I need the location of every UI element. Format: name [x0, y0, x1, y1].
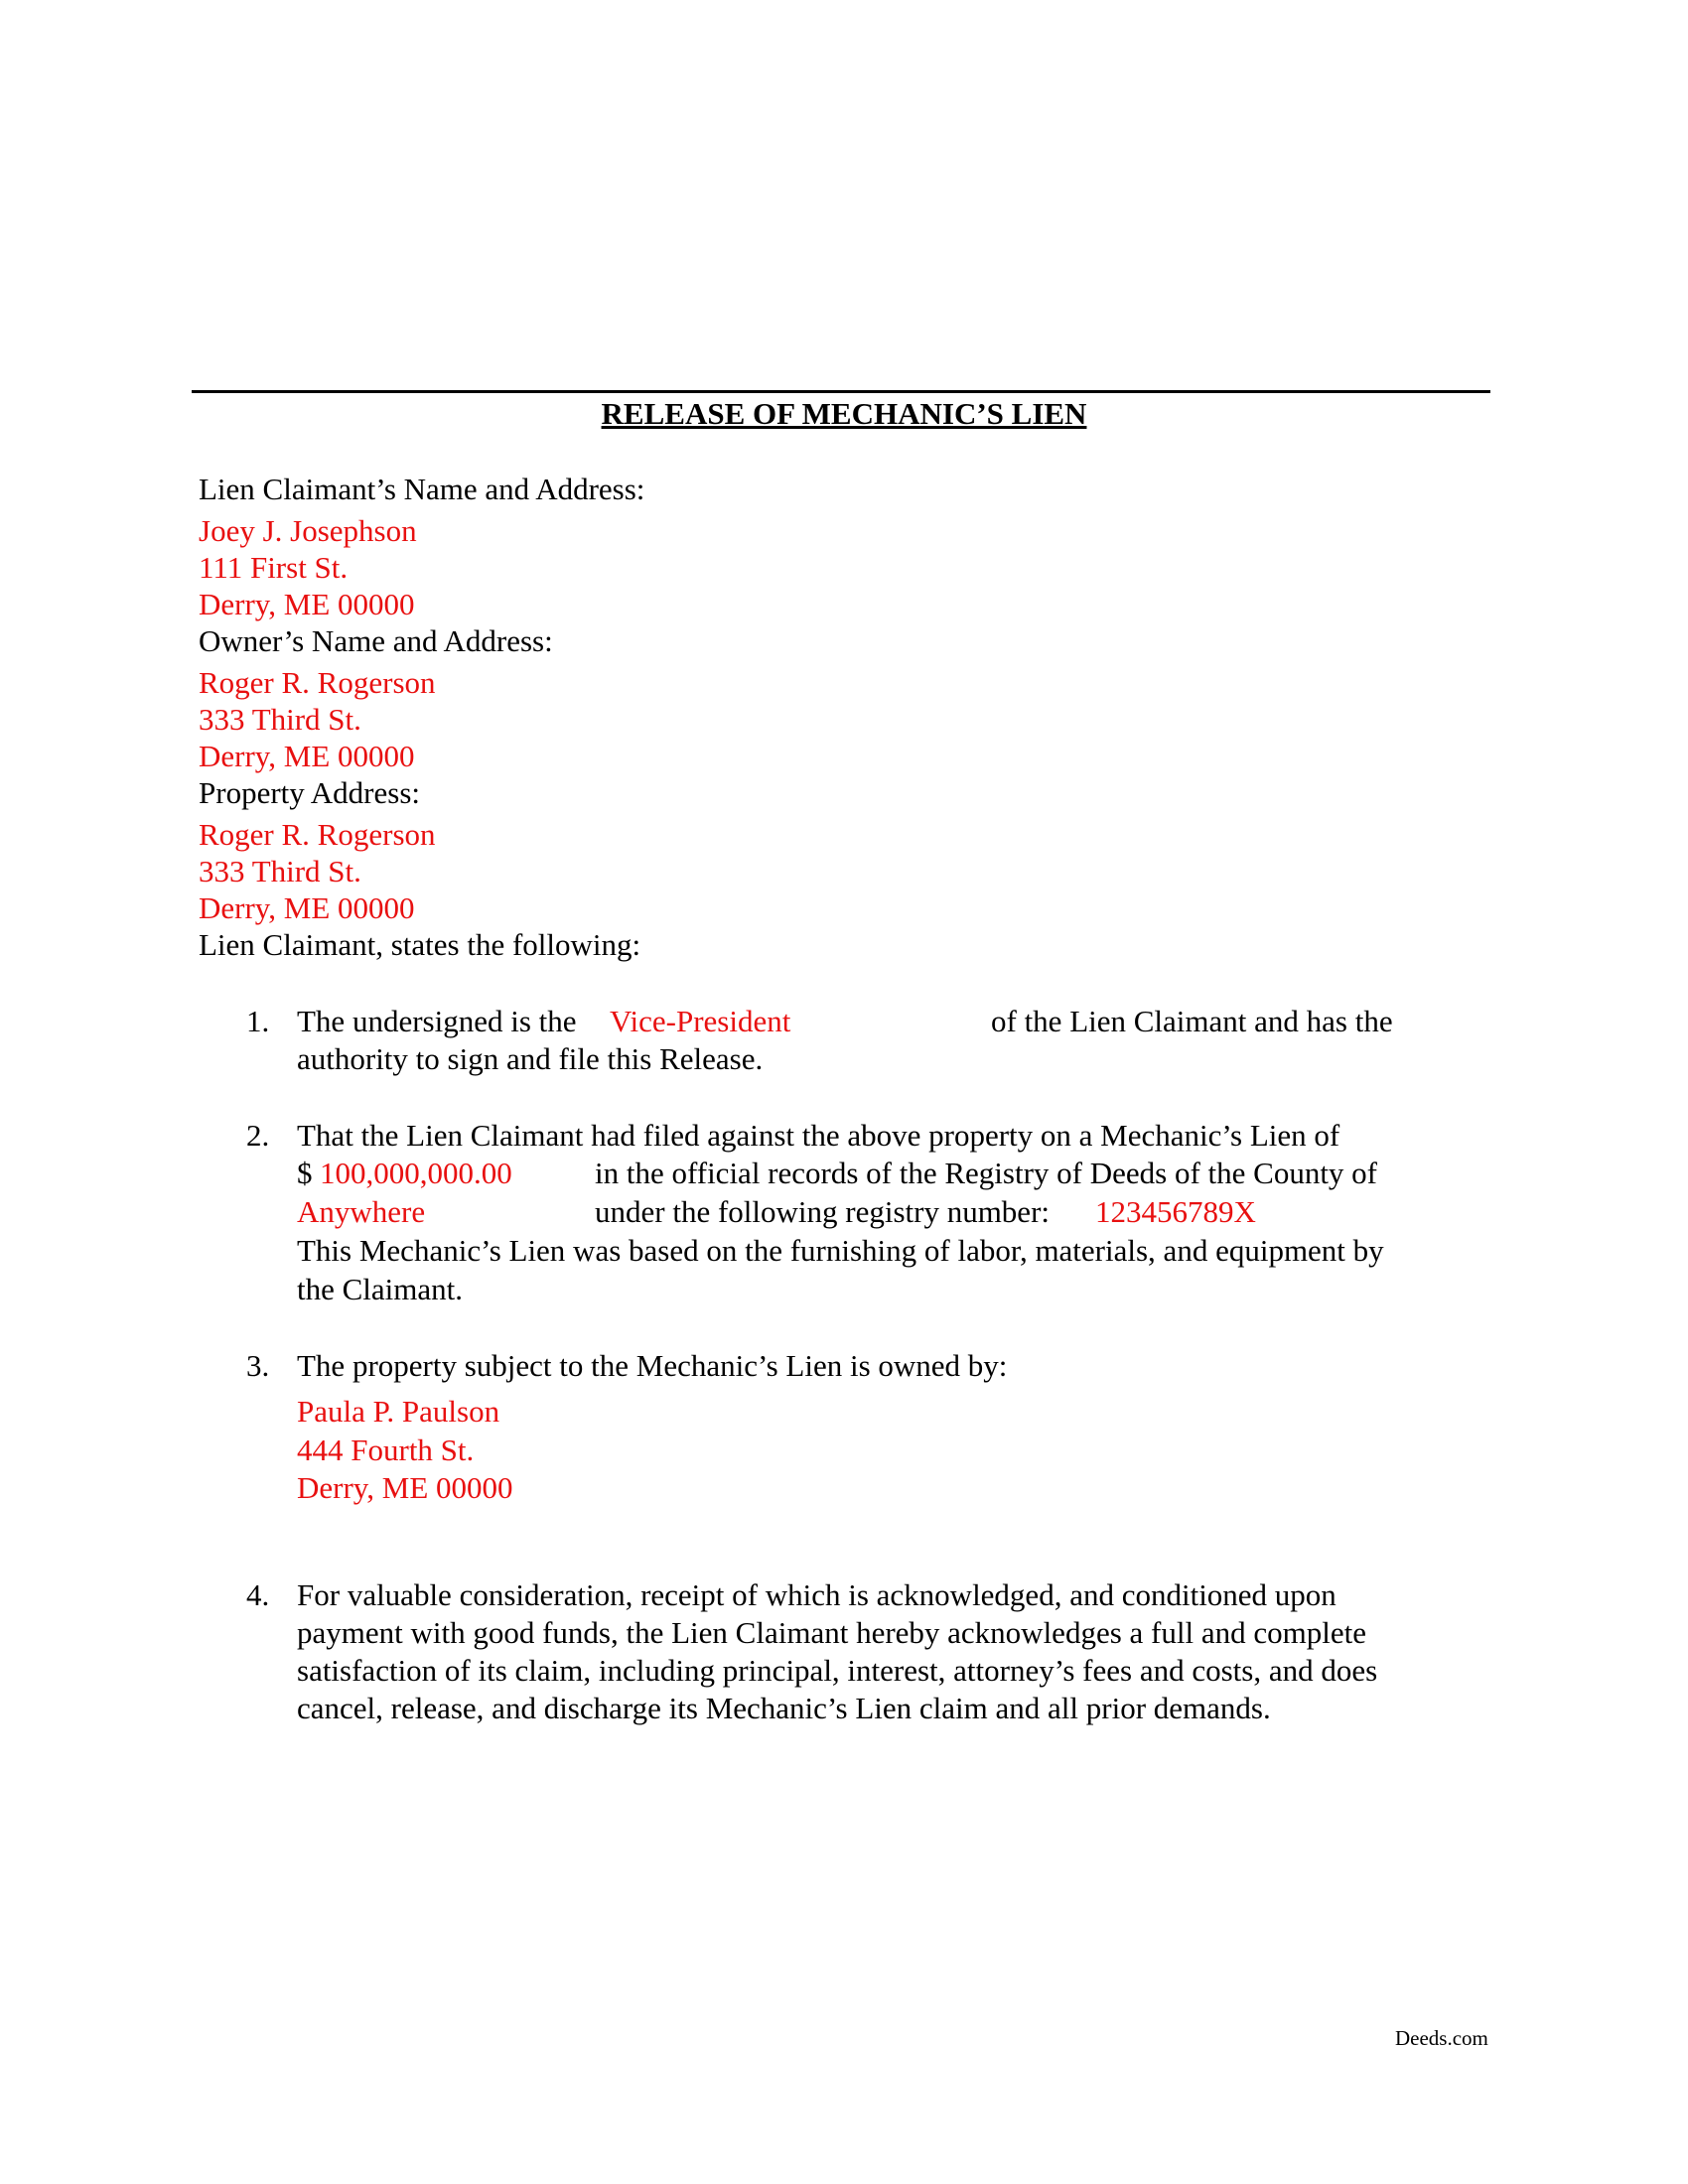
claimant-street: 111 First St. [199, 550, 349, 585]
claimant-heading: Lien Claimant’s Name and Address: [199, 472, 645, 506]
item2-text-e: the Claimant. [297, 1272, 464, 1306]
item3-owner-city: Derry, ME 00000 [297, 1470, 513, 1505]
item1-text-b: of the Lien Claimant and has the [991, 1004, 1393, 1038]
item2-text-c: under the following registry number: [595, 1194, 1051, 1229]
item3-owner-street: 444 Fourth St. [297, 1433, 475, 1467]
owner-city: Derry, ME 00000 [199, 739, 415, 773]
item4-line-3: satisfaction of its claim, including principal, interest, attorney’s fees and costs, and does [297, 1653, 1378, 1688]
item2-county: Anywhere [297, 1194, 426, 1229]
property-heading: Property Address: [199, 775, 421, 810]
claimant-city: Derry, ME 00000 [199, 587, 415, 621]
item1-text-c: authority to sign and file this Release. [297, 1041, 764, 1076]
item3-text: The property subject to the Mechanic’s Lien is owned by: [297, 1348, 1008, 1383]
item4-number: 4. [246, 1577, 270, 1612]
item2-dollar-sign: $ [297, 1156, 313, 1190]
footer-watermark: Deeds.com [1395, 2026, 1488, 2050]
item2-amount: 100,000,000.00 [320, 1156, 512, 1190]
item2-text-b: in the official records of the Registry of Deeds of the County of [595, 1156, 1378, 1190]
item2-registry-number: 123456789X [1095, 1194, 1256, 1229]
claimant-name: Joey J. Josephson [199, 513, 417, 548]
item4-line-1: For valuable consideration, receipt of which is acknowledged, and conditioned upon [297, 1577, 1336, 1612]
property-city: Derry, ME 00000 [199, 890, 415, 925]
top-rule [192, 390, 1490, 393]
item4-line-2: payment with good funds, the Lien Claimant hereby acknowledges a full and complete [297, 1615, 1366, 1650]
item1-title-value: Vice-President [610, 1004, 791, 1038]
property-name: Roger R. Rogerson [199, 817, 436, 852]
item3-owner-name: Paula P. Paulson [297, 1394, 500, 1429]
owner-heading: Owner’s Name and Address: [199, 623, 553, 658]
statement-intro: Lien Claimant, states the following: [199, 927, 641, 962]
item4-line-4: cancel, release, and discharge its Mechanic’s Lien claim and all prior demands. [297, 1691, 1271, 1725]
item2-text-a: That the Lien Claimant had filed against the above property on a Mechanic’s Lien of [297, 1118, 1340, 1153]
property-street: 333 Third St. [199, 854, 361, 888]
owner-name: Roger R. Rogerson [199, 665, 436, 700]
document-title: RELEASE OF MECHANIC’S LIEN [601, 396, 1087, 431]
item1-text-a: The undersigned is the [297, 1004, 577, 1038]
item2-text-d: This Mechanic’s Lien was based on the furnishing of labor, materials, and equipment by [297, 1233, 1384, 1268]
item2-number: 2. [246, 1118, 270, 1153]
owner-street: 333 Third St. [199, 702, 361, 737]
item3-number: 3. [246, 1348, 270, 1383]
item1-number: 1. [246, 1004, 270, 1038]
